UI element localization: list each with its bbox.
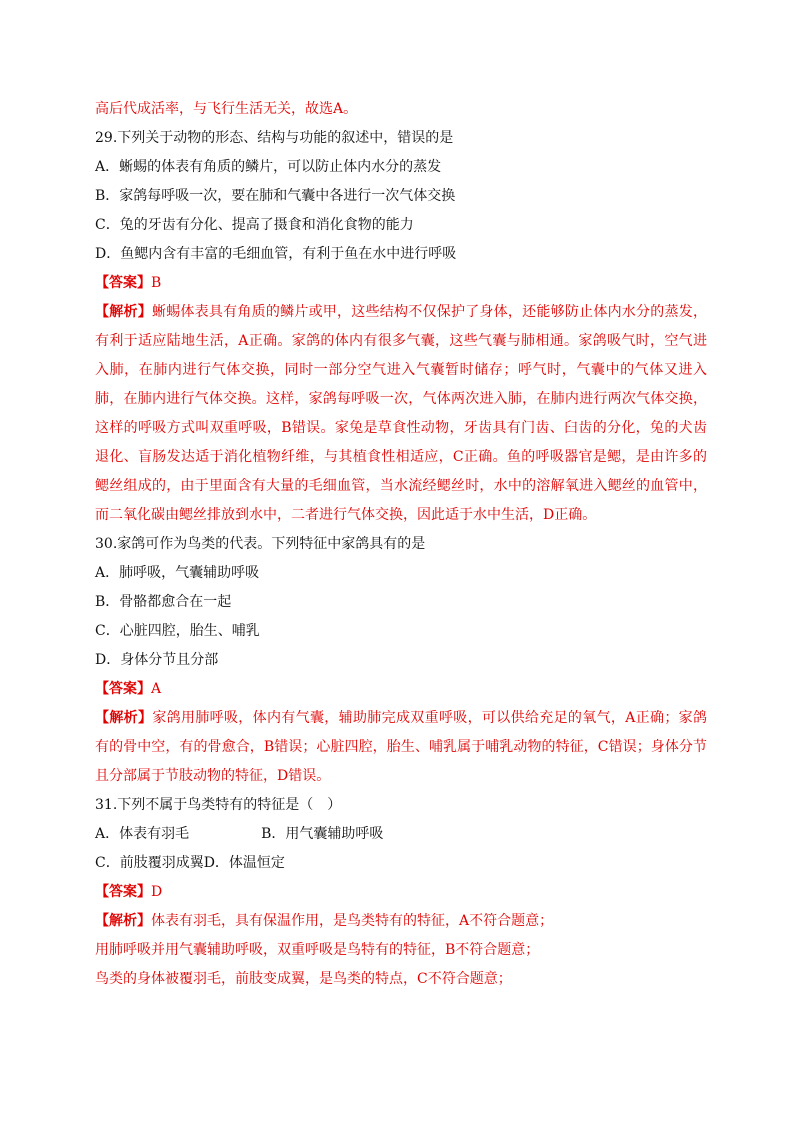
answer-tag: 【答案】 (95, 884, 151, 900)
question-30-option-c: C．心脏四腔，胎生、哺乳 (95, 623, 260, 639)
question-30-option-d: D．身体分节且分部 (95, 652, 219, 668)
question-31-options-ab (95, 820, 715, 849)
analysis-text: 家鸽用肺呼吸，体内有气囊，辅助肺完成双重呼吸，可以供给充足的氧气，A正确；家鸽有的骨中空，有的骨愈合，B错误；心脏四腔，胎生、哺乳属于哺乳动物的特征，C错误；身体分节且分部属于节肢动物的特征，D错误。 (95, 710, 708, 784)
question-30-analysis (95, 704, 707, 791)
question-31-analysis-line-2: 用肺呼吸并用气囊辅助呼吸，双重呼吸是鸟特有的特征，B不符合题意； (95, 942, 540, 958)
analysis-tag: 【解析】 (95, 913, 151, 929)
question-29-option-b: B．家鸽每呼吸一次，要在肺和气囊中各进行一次气体交换 (95, 188, 456, 204)
question-30-answer (95, 675, 715, 704)
analysis-tag: 【解析】 (95, 304, 152, 320)
answer-value: D (151, 884, 163, 900)
answer-tag: 【答案】 (95, 275, 151, 291)
question-31-options-cd: C．前肢覆羽成翼D．体温恒定 (95, 855, 285, 871)
answer-value: B (151, 275, 162, 291)
question-29-option-a: A．蜥蜴的体表有角质的鳞片，可以防止体内水分的蒸发 (95, 159, 442, 175)
question-31-analysis-line-1 (95, 907, 715, 936)
question-31-option-b: B．用气囊辅助呼吸 (261, 826, 384, 842)
question-29-analysis (95, 298, 707, 530)
question-29-stem: 29.下列关于动物的形态、结构与功能的叙述中，错误的是 (95, 130, 454, 146)
analysis-text: 体表有羽毛，具有保温作用，是鸟类特有的特征，A不符合题意； (151, 913, 554, 929)
question-29-option-c: C．兔的牙齿有分化、提高了摄食和消化食物的能力 (95, 217, 414, 233)
previous-analysis-tail: 高后代成活率，与飞行生活无关，故选A。 (95, 101, 358, 117)
question-30-option-a: A．肺呼吸，气囊辅助呼吸 (95, 565, 260, 581)
analysis-text: 蜥蜴体表具有角质的鳞片或甲，这些结构不仅保护了身体，还能够防止体内水分的蒸发，有利于适应陆地生活，A正确。家鸽的体内有很多气囊，这些气囊与肺相通。家鸽吸气时，空气进入肺，在肺内进行气体交换，同时一部分空气进入气囊暂时储存；呼气时，气囊中的气体又进入肺，在肺内进行气体交换。这样，家鸽每呼吸一次，气体两次进入肺，在肺内进行两次气体交换，这样的呼吸方式叫双重呼吸，B错误。家兔是草食性动物，牙齿具有门齿、臼齿的分化，兔的犬齿退化、盲肠发达适于消化植物纤维，与其植食性相适应，C正确。鱼的呼吸器官是鳃，是由许多的鳃丝组成的，由于里面含有大量的毛细血管，当水流经鳃丝时，水中的溶解氧进入鳃丝的血管中，而二氧化碳由鳃丝排放到水中，二者进行气体交换，因此适于水中生活，D正确。 (95, 304, 707, 523)
question-29-option-d: D．鱼鳃内含有丰富的毛细血管，有利于鱼在水中进行呼吸 (95, 246, 457, 262)
question-31-analysis-line-3: 鸟类的身体被覆羽毛，前肢变成翼，是鸟类的特点，C不符合题意； (95, 971, 512, 987)
analysis-tag: 【解析】 (95, 710, 153, 726)
question-31-stem: 31.下列不属于鸟类特有的特征是（ ） (95, 797, 342, 813)
answer-value: A (151, 681, 162, 697)
question-31-answer (95, 878, 715, 907)
question-30-stem: 30.家鸽可作为鸟类的代表。下列特征中家鸽具有的是 (95, 536, 426, 552)
question-31-option-a: A．体表有羽毛 (95, 826, 190, 842)
document-page (95, 95, 715, 994)
question-29-answer (95, 269, 715, 298)
answer-tag: 【答案】 (95, 681, 151, 697)
question-30-option-b: B．骨骼都愈合在一起 (95, 594, 232, 610)
